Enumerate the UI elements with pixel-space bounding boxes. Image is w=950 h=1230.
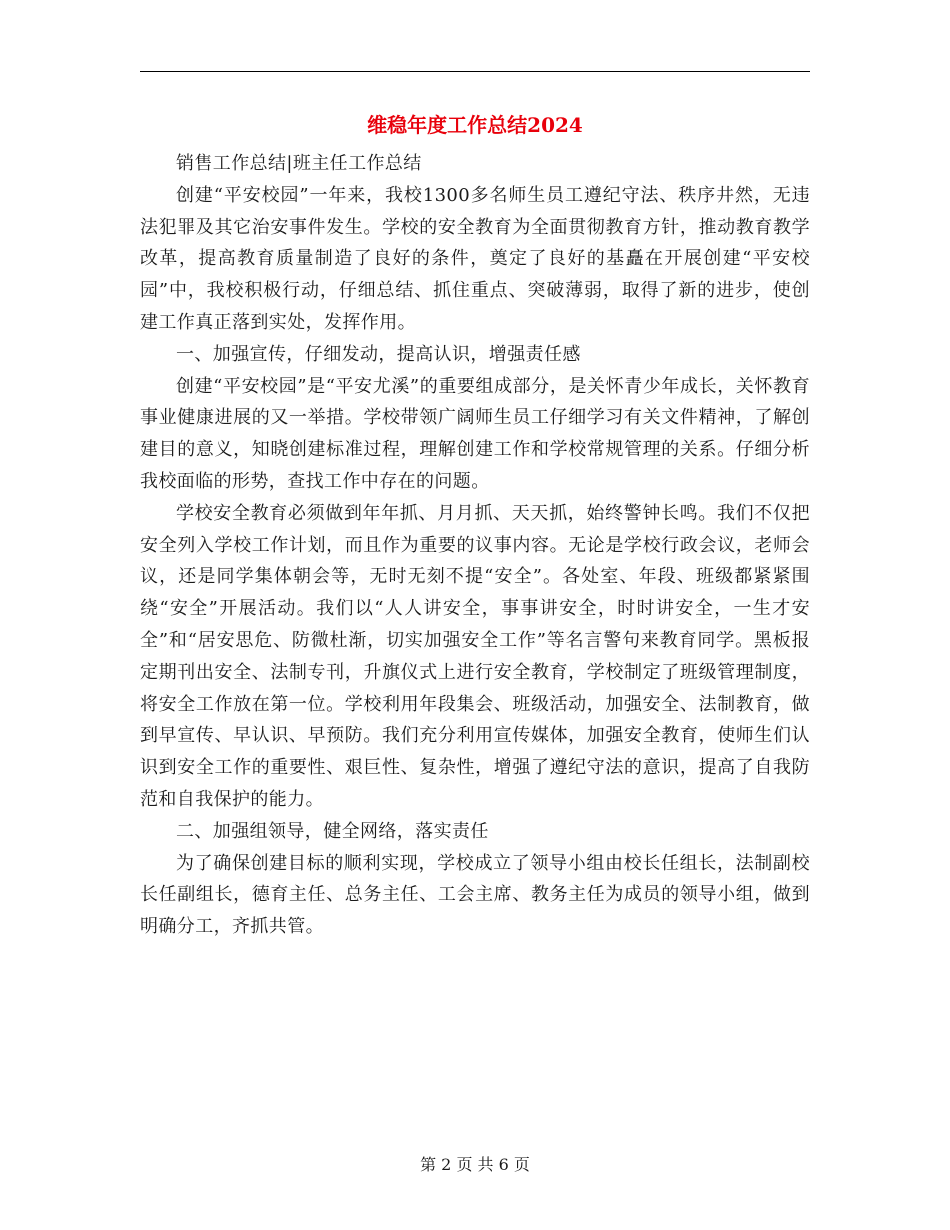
- paragraph-category: 销售工作总结|班主任工作总结: [176, 153, 422, 174]
- paragraph-section-1b: 学校安全教育必须做到年年抓、月月抓、天天抓，始终警钟长鸣。我们不仅把安全列入学校工作计划，而且作为重要的议事内容。无论是学校行政会议，老师会议，还是同学集体朝会等，无时无刻不提“安全”。各处室、年段、班级都紧紧围绕“安全”开展活动。我们以“人人讲安全，事事讲安全，时时讲安全，一生才安全”和“居安思危、防微杜渐，切实加强安全工作”等名言警句来教育同学。黑板报定期刊出安全、法制专刊，升旗仪式上进行安全教育，学校制定了班级管理制度，将安全工作放在第一位。学校利用年段集会、班级活动，加强安全、法制教育，做到早宣传、早认识、早预防。我们充分利用宣传媒体，加强安全教育，使师生们认识到安全工作的重要性、艰巨性、复杂性，增强了遵纪守法的意识，提高了自我防范和自我保护的能力。: [140, 502, 810, 810]
- paragraph-intro: 创建“平安校园”一年来，我校1300多名师生员工遵纪守法、秩序井然，无违法犯罪及其它治安事件发生。学校的安全教育为全面贯彻教育方针，推动教育教学改革，提高教育质量制造了良好的条件，奠定了良好的基矗在开展创建“平安校园”中，我校积极行动，仔细总结、抓住重点、突破薄弱，取得了新的进步，使创建工作真正落到实处，发挥作用。: [140, 184, 810, 333]
- document-title: 维稳年度工作总结2024: [367, 113, 583, 137]
- header-rule: [140, 71, 810, 72]
- page-footer: 第 2 页 共 6 页: [420, 1155, 530, 1174]
- document-body: [140, 148, 810, 943]
- section-heading-2: 二、加强组领导，健全网络，落实责任: [176, 820, 489, 842]
- paragraph-section-2a: 为了确保创建目标的顺利实现，学校成立了领导小组由校长任组长，法制副校长任副组长，德育主任、总务主任、工会主席、教务主任为成员的领导小组，做到明确分工，齐抓共管。: [140, 852, 810, 938]
- paragraph-section-1a: 创建“平安校园”是“平安尤溪”的重要组成部分，是关怀青少年成长，关怀教育事业健康进展的又一举措。学校带领广阔师生员工仔细学习有关文件精神，了解创建目的意义，知晓创建标准过程，理解创建工作和学校常规管理的关系。仔细分析我校面临的形势，查找工作中存在的问题。: [140, 375, 810, 492]
- section-heading-1: 一、加强宣传，仔细发动，提高认识，增强责任感: [176, 343, 581, 365]
